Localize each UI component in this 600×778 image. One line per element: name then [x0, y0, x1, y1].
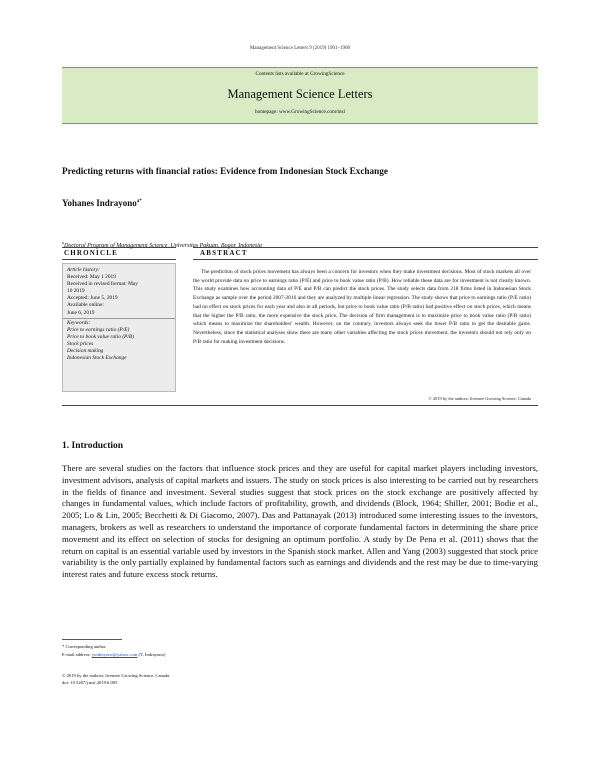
email-link[interactable]: yindrayono@yahoo.com	[91, 651, 138, 657]
author-mark: a*	[136, 199, 142, 204]
doi-line[interactable]: doi: 10.5267/j.msl.2019.6.005	[62, 680, 118, 686]
keyword-item: Indonesian Stock Exchange	[67, 355, 127, 362]
chronicle-heading: CHRONICLE	[64, 249, 118, 257]
keyword-item: Price to earnings ratio (P/E)	[67, 326, 130, 333]
email-owner: (Y. Indrayono)	[138, 651, 166, 657]
author-line	[62, 198, 142, 208]
footnotes	[62, 643, 165, 658]
keywords-label: Keywords:	[67, 319, 91, 326]
copyright-block	[62, 672, 169, 687]
paper-title: Predicting returns with financial ratios: Evidence from Indonesian Stock Exchange	[62, 166, 388, 176]
affiliation-mark: a	[62, 240, 64, 245]
history-line: 10 2019	[67, 288, 85, 295]
journal-homepage: homepage: www.GrowingScience.com/msl	[255, 109, 345, 115]
introduction-paragraph: There are several studies on the factors that influence stock prices and they are useful for capital market players including investors, investment advisors, analysis of capital markets and issuers. The study on stock prices is also interesting to be carried out by researchers in the fields of finance and investment. Several studies suggest that stock prices on the stock exchange are positively affected by changes in fundamental values, which include factors of profitability, growth, and dividends (Block, 1964; Shiller, 2001; Bodie et al., 2005; Lo & Lin, 2005; Becchetti & Di Giacomo, 2007). Das and Pattanayak (2013) introduced some interesting issues to the investors, managers, brokers as well as researchers to understand the importance of corporate fundamental factors in determining the share price movement and its effect on selection of stocks for designing an optimum portfolio. A study by De Pena et al. (2011) shows that the return on capital is an essential variable used by investors in the Spanish stock market. Allen and Yang (2003) suggested that stock price variability is the only partially explained by fundamental factors such as earnings and dividends and the rest may be due to time-varying interest rates and future excess stock returns.	[62, 463, 538, 580]
history-line: June 6, 2019	[67, 309, 95, 316]
history-line: Accepted: June 5, 2019	[67, 295, 118, 302]
author-name: Yohanes Indrayono	[62, 198, 137, 208]
corresponding-author-note: * Corresponding author.	[62, 644, 107, 649]
email-label: E-mail address:	[62, 651, 91, 657]
running-header: Management Science Letters 9 (2019) 1901–1908	[249, 46, 351, 51]
copyright-line: © 2019 by the authors; licensee Growing Science, Canada	[62, 673, 170, 678]
journal-name: Management Science Letters	[227, 87, 373, 101]
banner-contents-line: Contents lists available at GrowingScience	[255, 71, 345, 77]
keyword-item: Decision making	[67, 348, 104, 355]
chronicle-rule-top	[62, 247, 176, 248]
history-line: Available online:	[67, 302, 104, 309]
email-line	[62, 651, 165, 659]
keyword-item: Price to book value ratio (P/B)	[67, 333, 134, 340]
footnote-rule	[62, 639, 122, 640]
abstract-heading: ABSTRACT	[200, 249, 248, 257]
history-line: Received: May 1 2019	[67, 274, 116, 281]
chronicle-rule-bottom	[62, 259, 176, 260]
article-info-box	[62, 263, 176, 392]
keyword-item: Stock prices	[67, 340, 94, 347]
history-line: Received in revised format: May	[67, 281, 138, 288]
abstract-rule-bottom	[193, 259, 538, 260]
affiliation-text: Doctoral Program of Management Science, Universitas Pakuan, Bogor, Indonesia	[64, 243, 262, 249]
abstract-copyright: © 2019 by the authors; licensee Growing Science, Canada	[428, 396, 531, 401]
info-divider	[63, 318, 175, 319]
front-matter-rule	[62, 405, 538, 406]
abstract-rule-top	[193, 247, 538, 248]
journal-banner	[62, 67, 538, 124]
history-label: Article history:	[67, 267, 100, 273]
introduction-heading: 1. Introduction	[62, 441, 124, 451]
abstract-text: The prediction of stock prices movement has always been a concern for investors when they make investment decisions. Most of stock markets all over the world provide data on price to earnings ratio (P/E) and price to book value ratio (P/B). How reliable these data are for investment is not clearly known. This study examines how accounting data of P/E and P/B can predict the stock prices. The study selects data from 218 firms listed in Indonesian Stock Exchange as sample over the period 2007-2016 and they are analyzed by multiple linear regression. The study shows that price to earnings ratio (P/E ratio) had no effect on stock prices for each year and also in all periods, but price to book value ratio (P/B ratio) had positive effect on stock prices, which means that the higher the P/B ratio, the more expensive the stock price. The decision of firm management is to maximize price to book value ratio (P/B ratio) which means to maximize the shareholders' wealth. However, on the contrary, investors always seek the lower P/B ratio to get the desirable gains. Nevertheless, since the statistical analyses show there are many other variables affecting the stock prices movement, the investors should not rely only on P/B ratio for making investment decisions.	[193, 269, 531, 345]
